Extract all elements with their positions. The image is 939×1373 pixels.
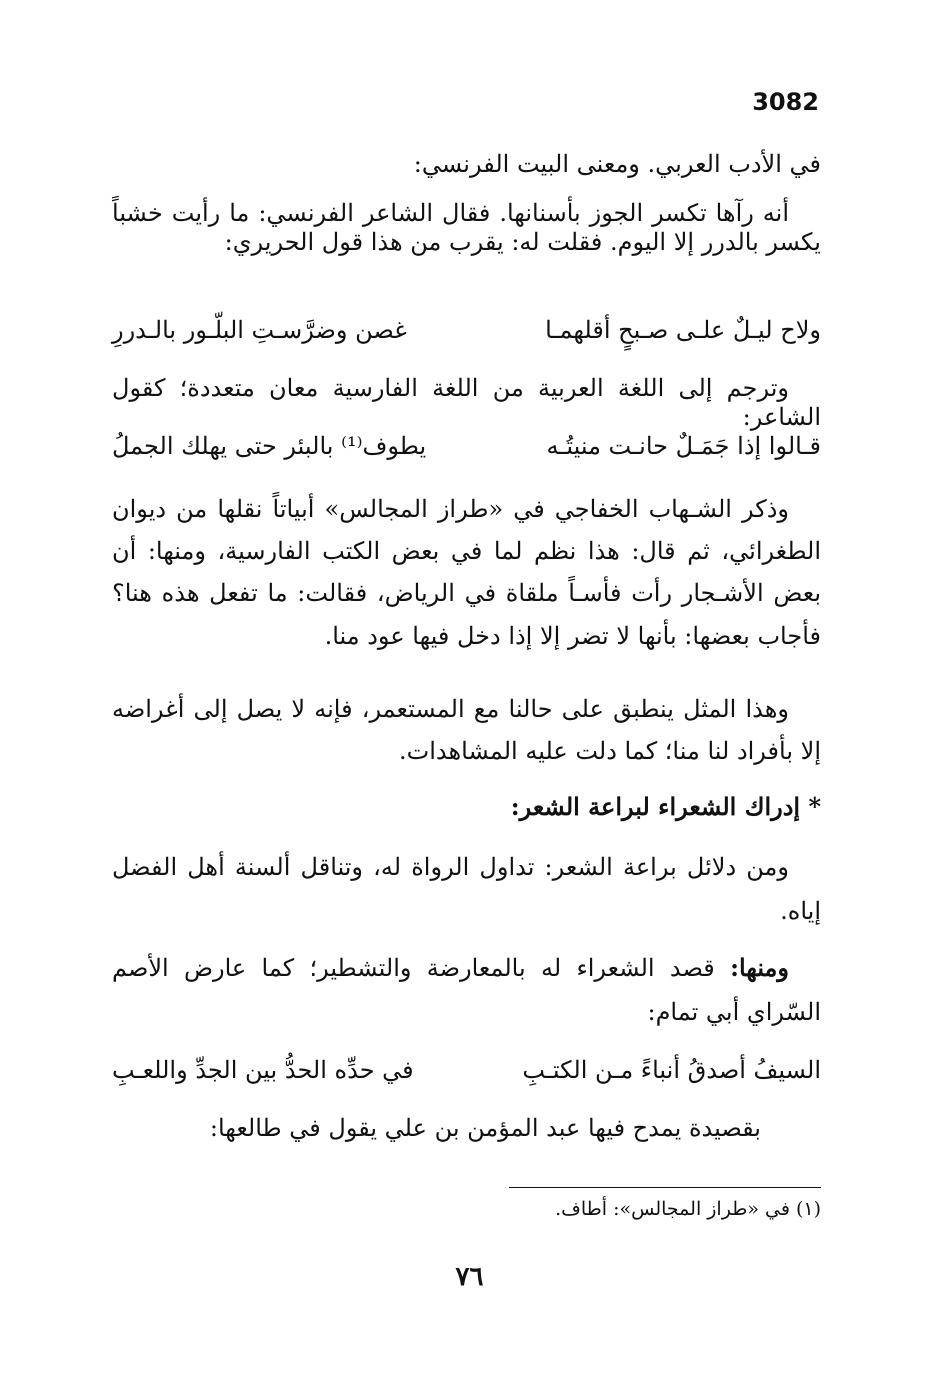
- verse-1-first-hemistich: ولاح ليـلٌ علـى صـبحٍ أقلهمـا: [545, 316, 821, 344]
- paragraph-7: [112, 946, 821, 1034]
- page-number-bottom: ٧٦: [455, 1262, 484, 1292]
- verse-3-first-hemistich: السيفُ أصدقُ أنباءً مـن الكتـبِ: [522, 1056, 821, 1084]
- verse-2-second-hemistich: يطوف⁽¹⁾ بالبئر حتى يهلك الجملُ: [112, 432, 427, 460]
- paragraph-6: ومن دلائل براعة الشعر: تداول الرواة له، وتناقل ألسنة أهل الفضل إياه.: [112, 853, 821, 926]
- verse-1-second-hemistich: غصن وضرَّسـتِ البلّـور بالـدررِ: [112, 316, 407, 344]
- verse-3: [112, 1056, 821, 1096]
- section-heading: * إدراك الشعراء لبراعة الشعر:: [510, 792, 821, 821]
- footnote: (١) في «طراز المجالس»: أطاف.: [555, 1198, 821, 1220]
- paragraph-2: أنه رآها تكسر الجوز بأسنانها. فقال الشاعر الفرنسي: ما رأيت خشباً يكسر بالدرر إلا اليوم. فقلت له: يقرب من هذا قول الحريري:: [112, 199, 821, 256]
- paragraph-7-lead: ومنها:: [730, 953, 789, 982]
- verse-3-second-hemistich: في حدِّه الحدُّ بين الجدِّ واللعـبِ: [112, 1056, 414, 1084]
- paragraph-7-rest: قصد الشعراء له بالمعارضة والتشطير؛ كما عارض الأصم السّراي أبي تمام:: [112, 954, 821, 1027]
- paragraph-8: بقصيدة يمدح فيها عبد المؤمن بن علي يقول في طالعها:: [209, 1114, 761, 1142]
- paragraph-1: في الأدب العربي. ومعنى البيت الفرنسي:: [413, 150, 821, 178]
- paragraph-3: وترجم إلى اللغة العربية من اللغة الفارسية معان متعددة؛ كقول الشاعر:: [112, 374, 821, 431]
- verse-1: [112, 316, 821, 356]
- footnote-rule: [509, 1187, 821, 1188]
- verse-2-first-hemistich: قـالوا إذا جَمَـلٌ حانـت منيتُـه: [546, 432, 821, 460]
- paragraph-5: وهذا المثل ينطبق على حالنا مع المستعمر، فإنه لا يصل إلى أغراضه إلا بأفراد لنا منا؛ كما دلت عليه المشاهدات.: [112, 695, 821, 766]
- paragraph-4: وذكر الشـهاب الخفاجي في «طراز المجالس» أبياتاً نقلها من ديوان الطغرائي، ثم قال: هذا نظم لما في بعض الكتب الفارسية، ومنها: أن بعض الأشـجار رأت فأسـاً ملقاة في الرياض، فقالت: ما تفعل هذه هنا؟ فأجاب بعضها: بأنها لا تضر إلا إذا دخل فيها عود منا.: [112, 495, 821, 650]
- page-number-top: 3082: [752, 88, 819, 116]
- verse-2: [112, 432, 821, 472]
